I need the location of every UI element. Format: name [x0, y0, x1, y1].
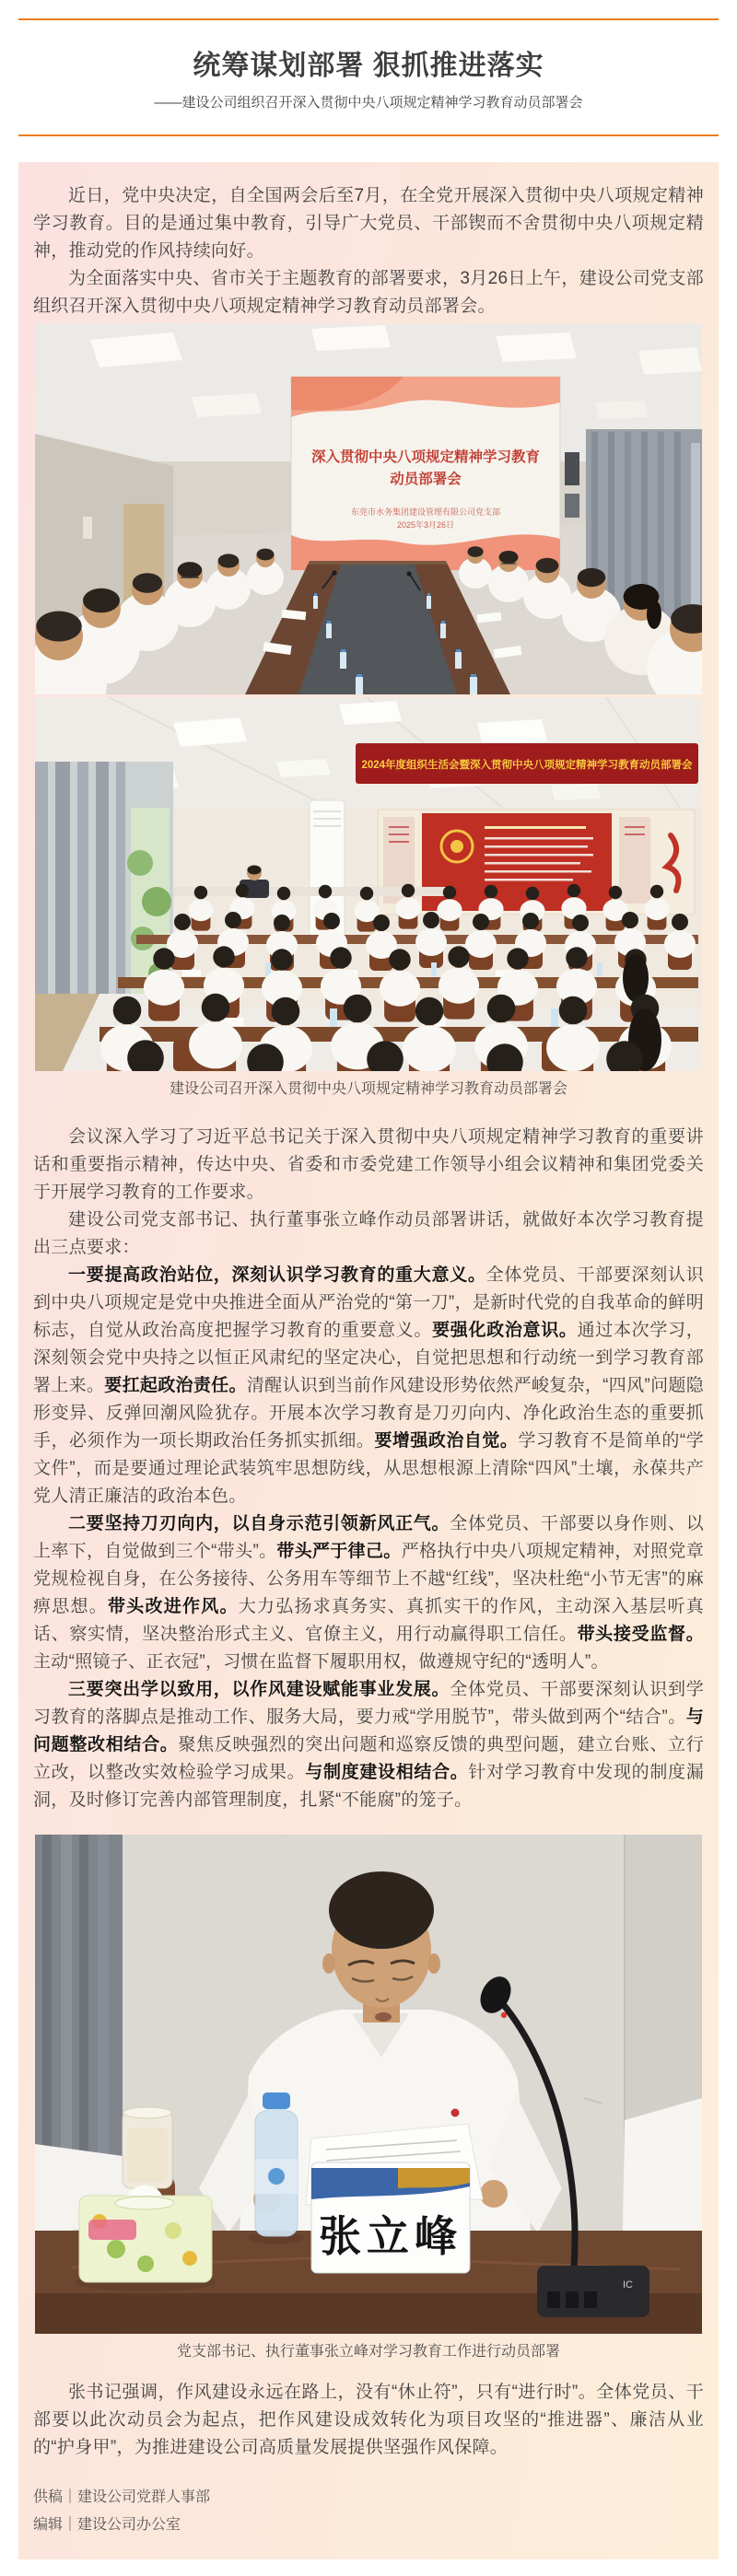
slide-title-line2: 动员部署会 [390, 472, 462, 487]
projection-screen [291, 377, 560, 570]
slide-org-line: 东莞市水务集团建设管理有限公司党支部 [350, 507, 501, 517]
top-divider [18, 18, 719, 20]
hair [329, 1871, 434, 1949]
glass-cup [123, 2107, 172, 2188]
contributor-line: 供稿｜建设公司党群人事部 [33, 2489, 211, 2505]
header-divider [18, 134, 719, 136]
meeting-room-photo [35, 323, 702, 694]
article-card [18, 162, 719, 2559]
editor-line: 编辑｜建设公司办公室 [33, 2517, 181, 2533]
paragraph-5: 一要提高政治站位，深刻认识学习教育的重大意义。全体党员、干部要深刻认识到中央八项规定是党中央推进全面从严治党的“第一刀”，是新时代党的自我革命的鲜明标志，自觉从政治高度把握学习教育的重要意义。要强化政治意识。通过本次学习，深刻领会党中央持之以恒正风肃纪的坚定决心，自觉把思想和行动统一到学习教育部署上来。要扛起政治责任。清醒认识到当前作风建设形势依然严峻复杂，“四风”问题隐形变异、反弹回潮风险犹存。开展本次学习教育是刀刃向内、净化政治生态的重要抓手，必须作为一项长期政治任务抓实抓细。要增强政治自觉。学习教育不是简单的“学文件”，而是要通过理论武装筑牢思想防线，从思想根源上清除“四风”土壤，永葆共产党人清正廉洁的政治本色。 [33, 1265, 705, 1506]
meeting-banner [356, 743, 698, 784]
meeting-photo-2 [35, 697, 702, 1071]
paragraph-2: 为全面落实中央、省市关于主题教育的部署要求，3月26日上午，建设公司党支部组织召开深入贯彻中央八项规定精神学习教育动员部署会。 [33, 269, 704, 316]
speaker-photo [35, 1835, 702, 2334]
paragraph-1: 近日，党中央决定，自全国两会后至7月，在全党开展深入贯彻中央八项规定精神学习教育。目的是通过集中教育，引导广大党员、干部锲而不舍贯彻中央八项规定精神，推动党的作风持续向好。 [33, 186, 704, 261]
meeting-photo-1 [35, 323, 702, 694]
name-plate-text: 张立峰 [319, 2213, 462, 2260]
paragraph-8: 张书记强调，作风建设永远在路上，没有“休止符”，只有“进行时”。全体党员、干部要以此次动员会为起点，把作风建设成效转化为项目攻坚的“推进器”、廉洁从业的“护身甲”，为推进建设公司高质量发展提供坚强作风保障。 [33, 2383, 704, 2457]
paragraph-6: 二要坚持刀刃向内，以自身示范引领新风正气。全体党员、干部要以身作则、以上率下，自觉做到三个“带头”。带头严于律己。严格执行中央八项规定精神，对照党章党规检视自身，在公务接待、公务用车等细节上不越“红线”，坚决杜绝“小节无害”的麻痹思想。带头改进作风。大力弘扬求真务实、真抓实干的作风，主动深入基层听真话、察实情，坚决整治形式主义、官僚主义，用行动赢得职工信任。带头接受监督。主动“照镜子、正衣冠”，习惯在监督下履职用权，做遵规守纪的“透明人”。 [33, 1514, 704, 1672]
tissue-brand-band [88, 2220, 136, 2240]
article-footer [33, 2484, 704, 2539]
banner-text: 2024年度组织生活会暨深入贯彻中央八项规定精神学习教育动员部署会 [361, 760, 693, 771]
water-bottle [249, 2092, 304, 2244]
paragraph-4: 建设公司党支部书记、执行董事张立峰作动员部署讲话，就做好本次学习教育提出三点要求： [33, 1210, 704, 1257]
name-plate [311, 2162, 470, 2273]
photo-caption-2: 党支部书记、执行董事张立峰对学习教育工作进行动员部署 [176, 2344, 560, 2360]
party-pin [451, 2109, 460, 2117]
wall-speaker [565, 452, 579, 485]
paragraph-7: 三要突出学以致用，以作风建设赋能事业发展。全体党员、干部要深刻认识到学习教育的落脚点是推动工作、服务大局，要力戒“学用脱节”，带头做到两个“结合”。与问题整改相结合。聚焦反映强烈的突出问题和巡察反馈的典型问题，建立台账、立行立改，以整改实效检验学习成果。与制度建设相结合。针对学习教育中发现的制度漏洞，及时修订完善内部管理制度，扎紧“不能腐”的笼子。 [33, 1680, 705, 1810]
page-subtitle: ——建设公司组织召开深入贯彻中央八项规定精神学习教育动员部署会 [154, 95, 583, 111]
slide-date-line: 2025年3月26日 [396, 520, 455, 530]
mouth [375, 2012, 392, 2022]
photo-caption-1: 建设公司召开深入贯彻中央八项规定精神学习教育动员部署会 [169, 1081, 567, 1097]
page-title: 统筹谋划部署 狠抓推进落实 [193, 51, 544, 81]
mic-label: IC [623, 2279, 633, 2290]
paragraph-3: 会议深入学习了习近平总书记关于深入贯彻中央八项规定精神学习教育的重要讲话和重要指示精神，传达中央、省委和市委党建工作领导小组会议精神和集团党委关于开展学习教育的工作要求。 [33, 1127, 704, 1202]
slide-title-line1: 深入贯彻中央八项规定精神学习教育 [310, 449, 541, 465]
article-header [0, 48, 737, 112]
speaker-closeup-photo [35, 1835, 702, 2334]
tissue-box [76, 2186, 216, 2291]
assembly-hall-photo [35, 697, 702, 1071]
